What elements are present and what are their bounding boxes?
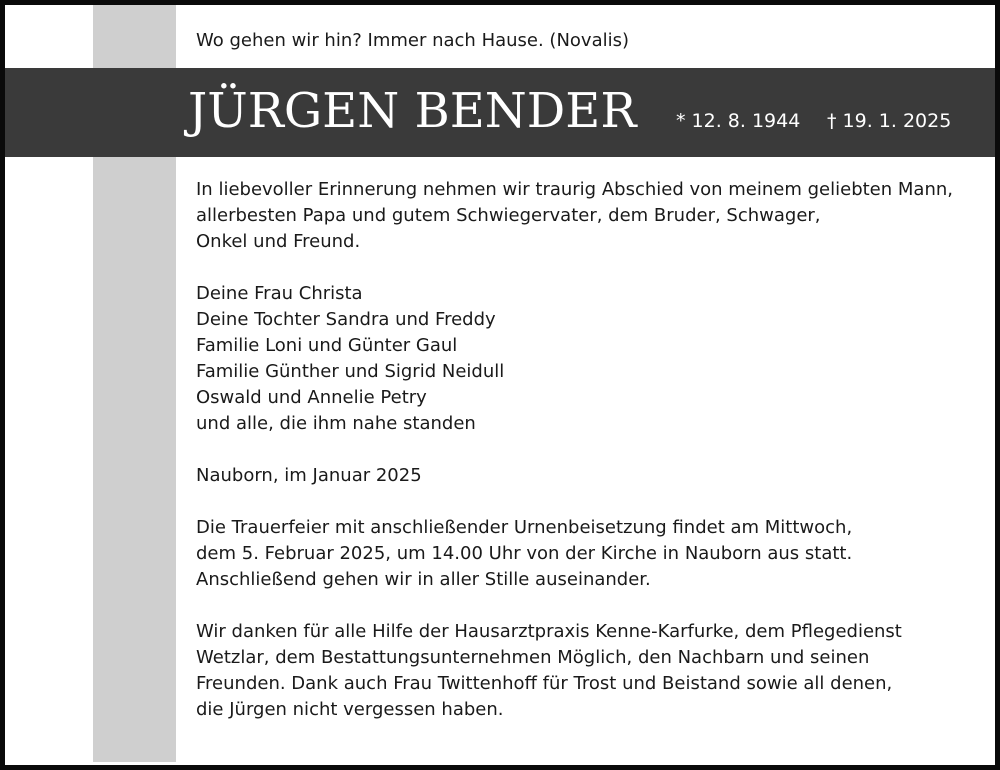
deceased-name: JÜRGEN BENDER (188, 83, 637, 139)
thanks-line: Wetzlar, dem Bestattungsunternehmen Möglich, den Nachbarn und seinen (196, 647, 870, 668)
intro-line: Onkel und Freund. (196, 231, 361, 252)
birth-date: * 12. 8. 1944 (676, 110, 801, 132)
thanks-line: Freunden. Dank auch Frau Twittenhoff für Trost und Beistand sowie all denen, (196, 673, 893, 694)
mourners-list (196, 281, 976, 437)
mourner-entry: Deine Frau Christa (196, 283, 363, 304)
death-date: † 19. 1. 2025 (827, 110, 952, 132)
mourner-entry: Familie Günther und Sigrid Neidull (196, 361, 505, 382)
mourner-entry: Oswald und Annelie Petry (196, 387, 427, 408)
thanks-line: die Jürgen nicht vergessen haben. (196, 699, 504, 720)
funeral-line: Die Trauerfeier mit anschließender Urnenbeisetzung findet am Mittwoch, (196, 517, 853, 538)
funeral-line: Anschließend gehen wir in aller Stille auseinander. (196, 569, 651, 590)
thanks-paragraph (196, 619, 976, 723)
mourner-entry: Deine Tochter Sandra und Freddy (196, 309, 496, 330)
motto-quote: Wo gehen wir hin? Immer nach Hause. (Novalis) (196, 30, 630, 51)
thanks-line: Wir danken für alle Hilfe der Hausarztpraxis Kenne-Karfurke, dem Pflegedienst (196, 621, 902, 642)
mourner-entry: und alle, die ihm nahe standen (196, 413, 476, 434)
place-date (196, 463, 976, 489)
funeral-line: dem 5. Februar 2025, um 14.00 Uhr von der Kirche in Nauborn aus statt. (196, 543, 853, 564)
mourner-entry: Familie Loni und Günter Gaul (196, 335, 458, 356)
intro-paragraph (196, 177, 976, 255)
obituary-body (196, 177, 976, 723)
intro-line: allerbesten Papa und gutem Schwiegervater, dem Bruder, Schwager, (196, 205, 821, 226)
funeral-paragraph (196, 515, 976, 593)
place-date-text: Nauborn, im Januar 2025 (196, 465, 422, 486)
intro-line: In liebevoller Erinnerung nehmen wir traurig Abschied von meinem geliebten Mann, (196, 179, 953, 200)
